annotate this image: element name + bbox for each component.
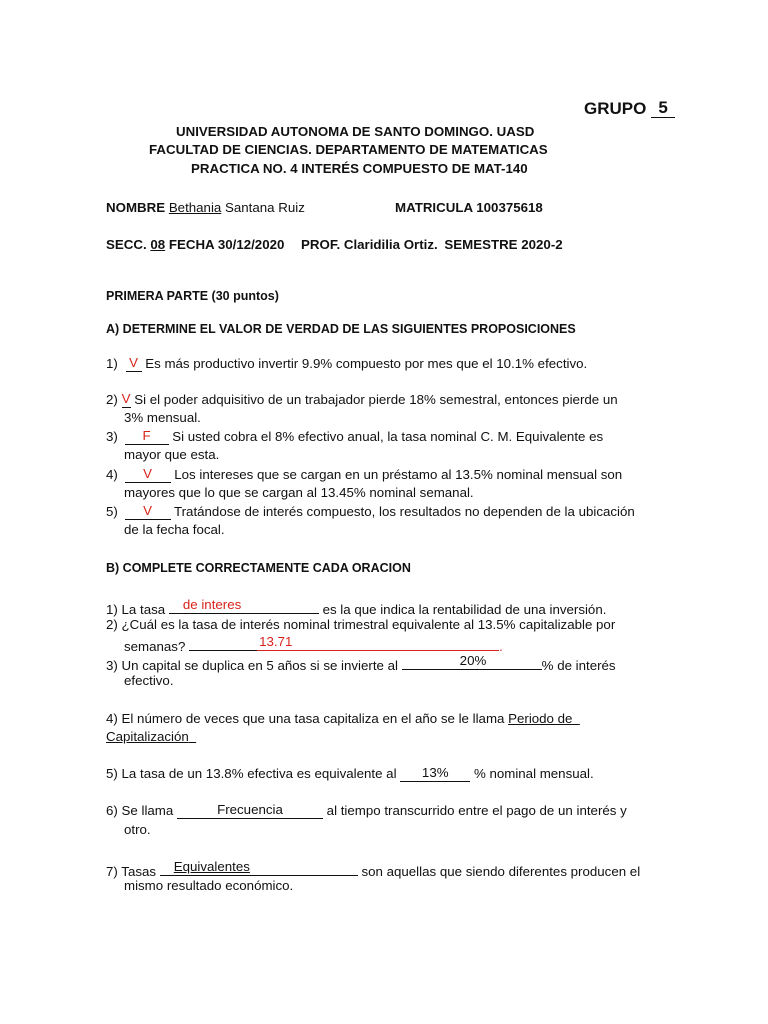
student-last-name: Santana Ruiz [225, 200, 305, 215]
section-label: SECC. [106, 237, 147, 252]
fill-item-7 [106, 860, 640, 879]
tf-answer: V [143, 466, 152, 481]
section-b-title: B) COMPLETE CORRECTAMENTE CADA ORACION [106, 561, 411, 575]
group-label: GRUPO [584, 99, 647, 118]
university-name: UNIVERSIDAD AUTONOMA DE SANTO DOMINGO. UASD [176, 124, 535, 139]
item-number: 3) [106, 429, 118, 444]
professor-row [301, 237, 563, 252]
tf-statement: Tratándose de interés compuesto, los resultados no dependen de la ubicación [174, 504, 635, 519]
fill-answer-cont: Capitalización [106, 729, 189, 744]
tf-statement-cont: 3% mensual. [124, 410, 201, 425]
tf-answer: V [143, 503, 152, 518]
tf-item-2 [106, 392, 618, 408]
fill-answer-blank [169, 598, 319, 614]
tf-answer: V [129, 355, 138, 370]
fill-item-6 [106, 803, 627, 819]
fill-text: % nominal mensual. [473, 766, 594, 781]
fill-text: Tasas [121, 864, 157, 879]
tf-answer-blank [126, 356, 142, 372]
tf-item-3 [106, 429, 603, 445]
fill-answer-blank [160, 860, 358, 876]
section-value: 08 [150, 237, 166, 252]
fill-item-5 [106, 766, 594, 782]
section-row [106, 237, 284, 252]
item-number: 6) [106, 803, 118, 818]
tf-answer: V [121, 391, 131, 406]
item-number: 5) [106, 504, 118, 519]
matricula-value: 100375618 [476, 200, 543, 215]
student-first-name: Bethania [168, 200, 222, 215]
item-number: 4) [106, 467, 118, 482]
name-label: NOMBRE [106, 200, 166, 215]
group-number-blank [651, 99, 675, 118]
fill-text-cont: efectivo. [124, 673, 174, 688]
fill-item-2-line2 [124, 635, 503, 654]
fill-item-1 [106, 598, 606, 617]
fill-text-cont: mismo resultado económico. [124, 878, 294, 893]
fill-answer: 13.71 [259, 634, 293, 649]
item-number: 7) [106, 864, 118, 879]
tf-answer-blank [125, 429, 169, 445]
tf-statement: Si usted cobra el 8% efectivo anual, la tasa nominal C. M. Equivalente es [172, 429, 604, 444]
fill-item-4-line2 [106, 729, 196, 744]
tf-statement: Los intereses que se cargan en un préstamo al 13.5% nominal mensual son [174, 467, 623, 482]
fill-text: ¿Cuál es la tasa de interés nominal trimestral equivalente al 13.5% capitalizable por [121, 617, 616, 632]
tf-item-4 [106, 467, 622, 483]
fill-text: al tiempo transcurrido entre el pago de un interés y [326, 803, 627, 818]
practice-title: PRACTICA NO. 4 INTERÉS COMPUESTO DE MAT-140 [191, 161, 528, 176]
faculty-name: FACULTAD DE CIENCIAS. DEPARTAMENTO DE MATEMATICAS [149, 142, 548, 157]
tf-statement-cont: mayores que lo que se cargan al 13.45% nominal semanal. [124, 485, 474, 500]
fill-answer: de interes [182, 597, 242, 612]
fill-text: La tasa [121, 602, 166, 617]
fill-text: . [499, 639, 503, 654]
tf-answer: F [142, 428, 151, 443]
semester-text: SEMESTRE 2020-2 [444, 237, 563, 252]
date-text: FECHA 30/12/2020 [168, 237, 285, 252]
fill-text: % de interés [541, 658, 616, 673]
fill-answer-blank-left [189, 635, 257, 651]
fill-answer: 13% [421, 765, 449, 780]
fill-answer: Periodo de [508, 711, 573, 726]
item-number: 1) [106, 356, 118, 371]
item-number: 2) [106, 617, 118, 632]
fill-text: La tasa de un 13.8% efectiva es equivalente al [121, 766, 397, 781]
fill-answer: 20% [459, 653, 487, 668]
part-one-title: PRIMERA PARTE (30 puntos) [106, 289, 279, 303]
matricula-row [395, 200, 543, 215]
fill-item-2 [106, 617, 615, 632]
item-number: 4) [106, 711, 118, 726]
fill-text: Se llama [121, 803, 174, 818]
tf-statement: Si el poder adquisitivo de un trabajador pierde 18% semestral, entonces pierde un [134, 392, 618, 407]
tf-statement-cont: mayor que esta. [124, 447, 220, 462]
item-number: 2) [106, 392, 118, 407]
fill-item-3 [106, 654, 616, 673]
fill-answer: Frecuencia [217, 802, 283, 817]
group-heading [584, 99, 675, 119]
professor-text: PROF. Claridilia Ortiz. [301, 237, 438, 252]
tf-statement: Es más productivo invertir 9.9% compuesto por mes que el 10.1% efectivo. [145, 356, 588, 371]
matricula-label: MATRICULA [395, 200, 473, 215]
group-number: 5 [658, 98, 668, 117]
fill-item-4 [106, 711, 580, 726]
tf-item-5 [106, 504, 635, 520]
item-number: 5) [106, 766, 118, 781]
item-number: 3) [106, 658, 118, 673]
fill-text: semanas? [124, 639, 186, 654]
item-number: 1) [106, 602, 118, 617]
tf-answer-blank [122, 392, 131, 408]
fill-text-cont: otro. [124, 822, 151, 837]
fill-text: El número de veces que una tasa capitaliza en el año se le llama [121, 711, 505, 726]
tf-answer-blank [125, 504, 171, 520]
fill-answer-blank [402, 654, 542, 670]
fill-answer-blank [400, 766, 470, 782]
tf-statement-cont: de la fecha focal. [124, 522, 225, 537]
fill-text: Un capital se duplica en 5 años si se invierte al [121, 658, 398, 673]
fill-text: es la que indica la rentabilidad de una inversión. [322, 602, 607, 617]
section-a-title: A) DETERMINE EL VALOR DE VERDAD DE LAS SIGUIENTES PROPOSICIONES [106, 322, 576, 336]
tf-answer-blank [125, 467, 171, 483]
tf-item-1 [106, 356, 587, 372]
fill-answer: Equivalentes [173, 859, 250, 874]
fill-answer-blank [177, 803, 323, 819]
fill-answer-blank [257, 635, 499, 651]
fill-text: son aquellas que siendo diferentes producen el [361, 864, 641, 879]
name-row [106, 200, 305, 215]
